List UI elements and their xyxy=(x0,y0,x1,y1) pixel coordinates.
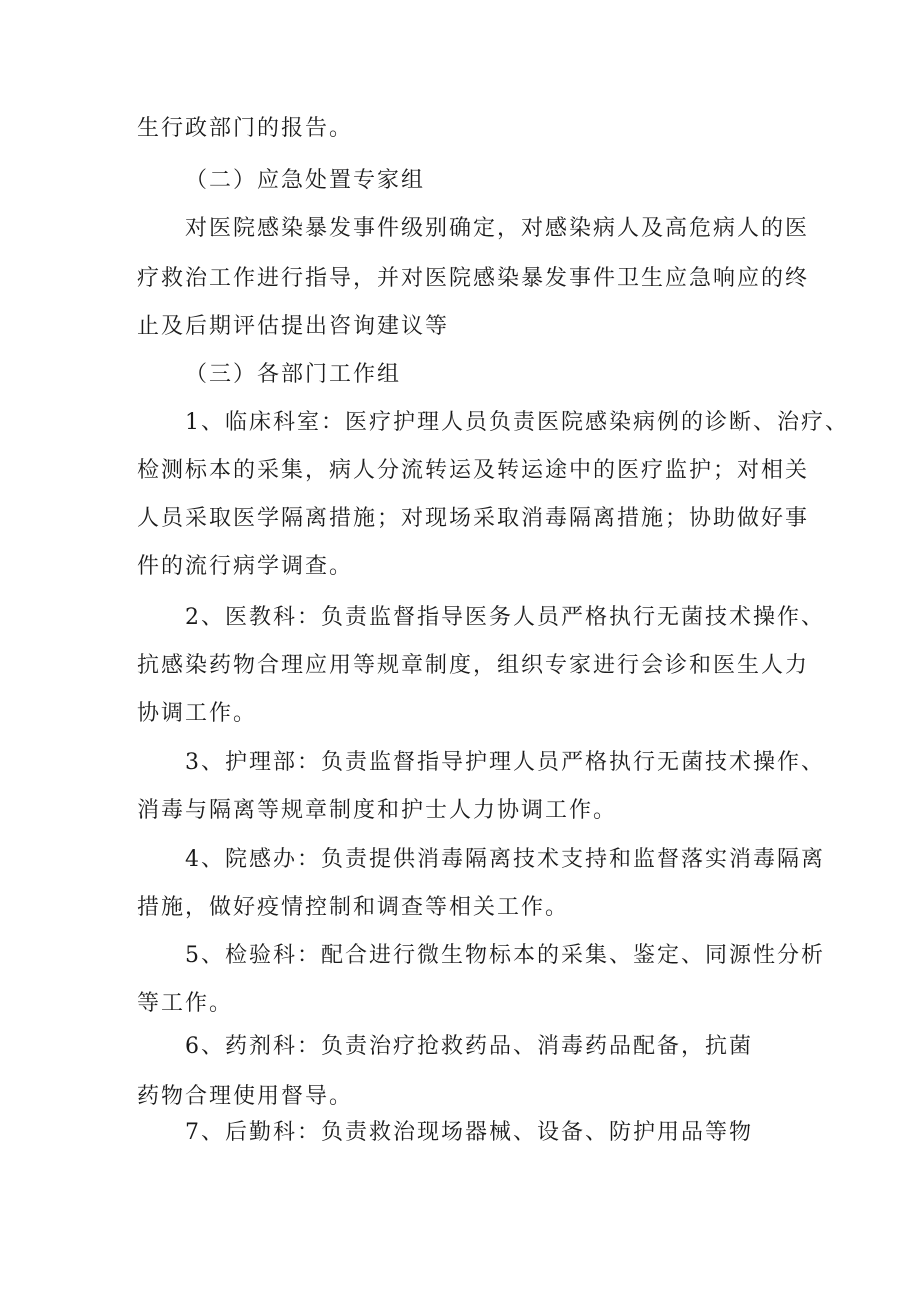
text-line: 等工作。 xyxy=(137,991,234,1016)
text-line: 措施，做好疫情控制和调查等相关工作。 xyxy=(137,895,570,920)
text-line: 6、药剂科：负责治疗抢救药品、消毒药品配备，抗菌 xyxy=(185,1034,753,1059)
text-line: 协调工作。 xyxy=(137,701,258,726)
text-line: 疗救治工作进行指导，并对医院感染暴发事件卫生应急响应的终 xyxy=(137,266,810,291)
text-line: 3、护理部：负责监督指导护理人员严格执行无菌技术操作、 xyxy=(185,750,825,775)
text-line: 人员采取医学隔离措施；对现场采取消毒隔离措施；协助做好事 xyxy=(137,506,810,531)
text-line: 止及后期评估提出咨询建议等 xyxy=(137,314,450,339)
text-line: 药物合理使用督导。 xyxy=(137,1084,354,1109)
text-line: 抗感染药物合理应用等规章制度，组织专家进行会诊和医生人力 xyxy=(137,653,810,678)
text-line: 5、检验科：配合进行微生物标本的采集、鉴定、同源性分析 xyxy=(185,943,825,968)
section-heading: （二）应急处置专家组 xyxy=(185,168,426,193)
text-line: 2、医教科：负责监督指导医务人员严格执行无菌技术操作、 xyxy=(185,605,825,630)
text-line: 件的流行病学调查。 xyxy=(137,554,354,579)
text-line: 7、后勤科：负责救治现场器械、设备、防护用品等物 xyxy=(185,1120,753,1145)
text-line: 1、临床科室：医疗护理人员负责医院感染病例的诊断、治疗、 xyxy=(185,410,849,435)
section-heading: （三）各部门工作组 xyxy=(185,362,402,387)
text-line: 检测标本的采集，病人分流转运及转运途中的医疗监护；对相关 xyxy=(137,458,810,483)
text-line: 4、院感办：负责提供消毒隔离技术支持和监督落实消毒隔离 xyxy=(185,847,825,872)
text-line: 生行政部门的报告。 xyxy=(137,116,354,141)
text-line: 消毒与隔离等规章制度和护士人力协调工作。 xyxy=(137,798,618,823)
text-line: 对医院感染暴发事件级别确定，对感染病人及高危病人的医 xyxy=(185,216,810,241)
